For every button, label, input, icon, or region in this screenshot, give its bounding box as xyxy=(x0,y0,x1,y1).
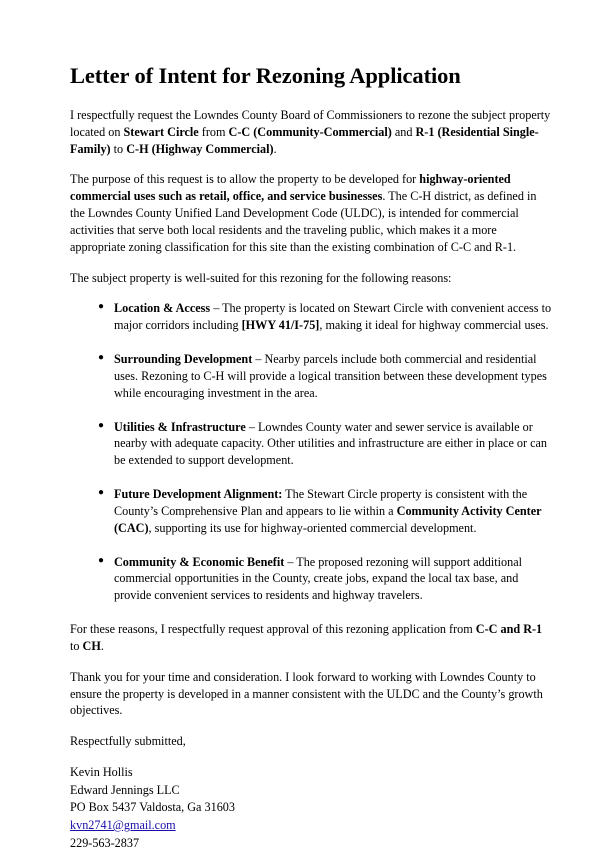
list-item xyxy=(98,554,554,604)
intro-p1-text-4: to xyxy=(110,141,127,156)
closing-salutation: Respectfully submitted, xyxy=(70,734,186,749)
signature-block xyxy=(70,764,554,852)
reason-text-2: , making it ideal for highway commercial uses. xyxy=(319,318,549,333)
reason-text-2: , supporting its use for highway-oriented commercial development. xyxy=(148,520,477,535)
reason-bold-inline: [HWY 41/I-75] xyxy=(241,318,320,333)
intro-paragraph-3: The subject property is well-suited for this rezoning for the following reasons: xyxy=(70,270,452,285)
closing-p4-text-3: . xyxy=(100,638,104,653)
intro-p2-bold-uses: highway-oriented commercial uses such as retail, office, and service businesses xyxy=(70,172,511,204)
intro-p1-bold-zone-r1: R-1 (Residential Single-Family) xyxy=(70,124,539,156)
reason-text-1: – Lowndes County water and sewer service is available or nearby with adequate capacity. Other utilities and infrastructure are either in place or can be extended to support development. xyxy=(114,419,548,468)
intro-p1-text-3: and xyxy=(391,124,416,139)
intro-p1-bold-street: Stewart Circle xyxy=(123,124,199,139)
reason-text-1: The Stewart Circle property is consistent with the County’s Comprehensive Plan and appears to lie within a xyxy=(114,487,528,518)
reason-heading: Surrounding Development xyxy=(114,352,253,367)
intro-p2-text-2: . The C-H district, as defined in the Lowndes County Unified Land Development Code (ULDC), is intended for commercial activities that serve both local residents and the traveling public, which makes it a more appropriate zoning classification for this site than the existing combination of C-C and R-1. xyxy=(70,189,537,254)
closing-paragraph-thanks: Thank you for your time and consideration. I look forward to working with Lowndes County to ensure the property is developed in a manner consistent with the ULDC and the County’s growth objectives. xyxy=(70,669,543,718)
intro-p1-text-2: from xyxy=(198,124,229,139)
closing-p4-text-1: For these reasons, I respectfully request approval of this rezoning application from xyxy=(70,622,476,637)
signer-email-link[interactable]: kvn2741@gmail.com xyxy=(70,818,176,833)
reason-text-1: – The proposed rezoning will support additional commercial opportunities in the County, create jobs, expand the local tax base, and provide convenient services to residents and highway travelers. xyxy=(114,554,523,603)
reason-bold-inline: Community Activity Center (CAC) xyxy=(114,503,542,535)
signer-name: Kevin Hollis xyxy=(70,765,133,780)
reason-heading: Community & Economic Benefit xyxy=(114,554,285,569)
list-item xyxy=(98,351,554,401)
intro-p1-text-5: . xyxy=(273,141,277,156)
closing-p4-bold-current-zoning: C-C and R-1 xyxy=(475,622,543,637)
signer-address: PO Box 5437 Valdosta, Ga 31603 xyxy=(70,800,235,815)
signer-phone: 229-563-2837 xyxy=(70,835,140,850)
intro-p1-bold-zone-cc: C-C (Community-Commercial) xyxy=(228,124,392,139)
reason-heading: Utilities & Infrastructure xyxy=(114,419,246,434)
reason-text-1: – Nearby parcels include both commercial and residential uses. Rezoning to C-H will provide a logical transition between these development types while encouraging investment in the area. xyxy=(114,352,547,400)
reason-heading: Location & Access xyxy=(114,301,211,316)
list-item xyxy=(98,486,554,536)
signer-company: Edward Jennings LLC xyxy=(70,782,180,797)
intro-p2-text-1: The purpose of this request is to allow the property to be developed for xyxy=(70,172,420,187)
closing-paragraph-request xyxy=(70,621,554,655)
reason-text-1: – The property is located on Stewart Circle with convenient access to major corridors including xyxy=(114,301,552,333)
reason-heading: Future Development Alignment: xyxy=(114,487,283,502)
list-item xyxy=(98,419,554,469)
closing-p4-text-2: to xyxy=(70,638,83,653)
intro-p1-text-1: I respectfully request the Lowndes County Board of Commissioners to rezone the subject property located on xyxy=(70,108,551,139)
intro-paragraph-1 xyxy=(70,107,554,157)
intro-p1-bold-zone-ch: C-H (Highway Commercial) xyxy=(126,141,274,156)
closing-p4-bold-proposed-zoning: CH xyxy=(82,638,101,653)
reasons-list xyxy=(70,300,554,604)
list-item xyxy=(98,300,554,334)
intro-paragraph-2 xyxy=(70,171,554,255)
page-title: Letter of Intent for Rezoning Application xyxy=(70,63,461,88)
